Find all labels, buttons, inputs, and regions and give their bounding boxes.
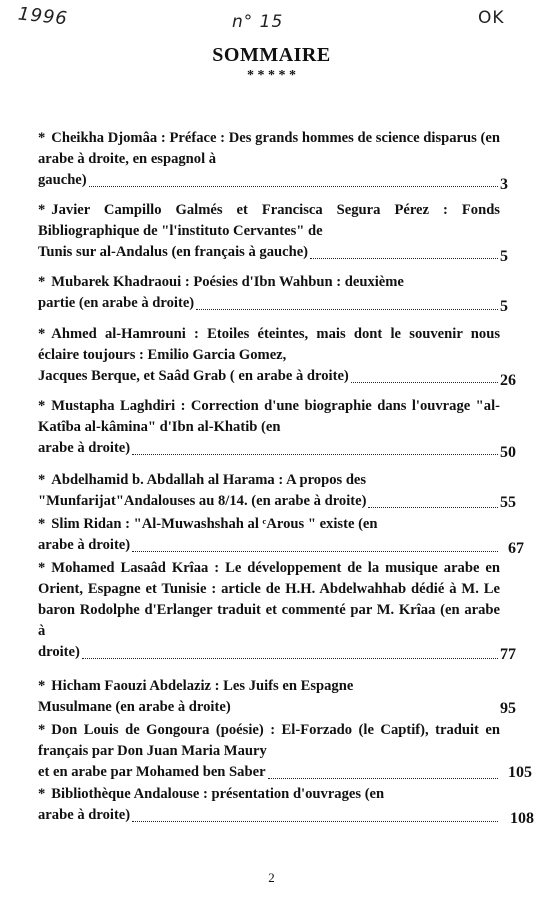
toc-entry: * Javier Campillo Galmés et Francisca Segura Pérez : Fonds Bibliographique de "l'instituto Cervantes" de Tunis sur al-Andalus (en français à gauche) 5 [38, 200, 500, 263]
toc-entry: * Abdelhamid b. Abdallah al Harama : A propos des "Munfarijat"Andalouses au 8/14. (en arabe à droite) 55 [38, 470, 500, 512]
handwritten-year: 1996 [17, 3, 69, 30]
toc-entry: * Slim Ridan : "Al-Muwashshah al ᶜArous " existe (en arabe à droite) 67 [38, 514, 500, 556]
dot-leader [89, 176, 498, 187]
toc-entry-page-number: 95 [500, 700, 516, 717]
toc-entry: * Cheikha Djomâa : Préface : Des grands hommes de science disparus (en arabe à droite, en espagnol à gauche) 3 [38, 128, 500, 191]
toc-entry-page-number: 50 [500, 444, 516, 461]
dot-leader [351, 372, 498, 383]
toc-entry-text: Slim Ridan : "Al-Muwashshah al ᶜArous " existe (en [51, 516, 378, 532]
toc-entry-last-line: Jacques Berque, et Saâd Grab ( en arabe à droite) [38, 368, 349, 384]
toc-entry-text: Mohamed Lasaâd Krîaa : Le développement de la musique arabe en Orient, Espagne et Tunisie : article de H.H. Abdelwahhab dédié à M. Le baron Rodolphe d'Erlanger traduit et commenté par M. Krîaa (en arabe à [38, 560, 500, 639]
toc-entry-text: Bibliothèque Andalouse : présentation d'ouvrages (en [51, 786, 385, 802]
toc-entry: * Hicham Faouzi Abdelaziz : Les Juifs en Espagne Musulmane (en arabe à droite) 95 [38, 676, 500, 718]
title-ornament: * * * * * [247, 68, 296, 83]
toc-entry-page-number: 67 [508, 540, 524, 557]
dot-leader [132, 444, 498, 455]
dot-leader [132, 541, 498, 552]
toc-entry-text: Hicham Faouzi Abdelaziz : Les Juifs en Espagne [51, 678, 354, 694]
toc-entry-text: Don Louis de Gongoura (poésie) : El-Forzado (le Captif), traduit en français par Don Juan Maria Maury [38, 722, 500, 759]
dot-leader [196, 299, 498, 310]
toc-entry-text: Abdelhamid b. Abdallah al Harama : A propos des [51, 472, 367, 488]
dot-leader [268, 768, 498, 779]
page-title: SOMMAIRE [212, 44, 331, 66]
page-number: 2 [268, 870, 275, 885]
dot-leader [132, 811, 498, 822]
toc-entry-page-number: 77 [500, 646, 516, 663]
toc-entry-last-line: arabe à droite) [38, 537, 131, 553]
toc-entry-text: Mubarek Khadraoui : Poésies d'Ibn Wahbun : deuxième [51, 274, 404, 290]
toc-entry-last-line: Musulmane (en arabe à droite) [38, 699, 231, 715]
toc-entry-last-line: partie (en arabe à droite) [38, 295, 195, 311]
dot-leader [368, 497, 498, 508]
toc-entry-last-line: "Munfarijat"Andalouses au 8/14. (en arabe à droite) [38, 493, 367, 509]
toc-entry-last-line: et en arabe par Mohamed ben Saber [38, 764, 266, 780]
handwritten-issue-number: n° 15 [232, 12, 284, 32]
toc-entry-last-line: droite) [38, 644, 80, 660]
toc-entry: * Mohamed Lasaâd Krîaa : Le développement de la musique arabe en Orient, Espagne et Tunisie : article de H.H. Abdelwahhab dédié à M. Le baron Rodolphe d'Erlanger traduit et commenté par M. Krîaa (en arabe à droite) 77 [38, 558, 500, 663]
dot-leader [82, 648, 498, 659]
toc-entry-page-number: 3 [500, 176, 508, 193]
toc-entry-last-line: gauche) [38, 172, 87, 188]
toc-entry-page-number: 105 [508, 764, 532, 781]
toc-entry-last-line: Tunis sur al-Andalus (en français à gauche) [38, 244, 309, 260]
toc-entry-text: Ahmed al-Hamrouni : Etoiles éteintes, mais dont le souvenir nous éclaire toujours : Emilio Garcia Gomez, [38, 326, 500, 363]
toc-entry: * Mubarek Khadraoui : Poésies d'Ibn Wahbun : deuxième partie (en arabe à droite) 5 [38, 272, 500, 314]
toc-entry-text: Mustapha Laghdiri : Correction d'une biographie dans l'ouvrage "al-Katîba al-kâmina" d'Ibn al-Khatib (en [38, 398, 500, 435]
toc-entry-last-line: arabe à droite) [38, 440, 131, 456]
toc-entry-text: Javier Campillo Galmés et Francisca Segura Pérez : Fonds Bibliographique de "l'instituto Cervantes" de [38, 202, 500, 239]
toc-entry-page-number: 55 [500, 494, 516, 511]
toc-entry-page-number: 5 [500, 248, 508, 265]
toc-entry: * Bibliothèque Andalouse : présentation d'ouvrages (en arabe à droite) 108 [38, 784, 500, 826]
toc-entry-last-line: arabe à droite) [38, 807, 131, 823]
toc-entry-text: Cheikha Djomâa : Préface : Des grands hommes de science disparus (en arabe à droite, en espagnol à [38, 130, 500, 167]
dot-leader [233, 703, 498, 714]
dot-leader [310, 248, 498, 259]
handwritten-ok-mark: OK [478, 8, 505, 28]
toc-entry-page-number: 26 [500, 372, 516, 389]
toc-entry-page-number: 108 [510, 810, 534, 827]
toc-entry: * Mustapha Laghdiri : Correction d'une biographie dans l'ouvrage "al-Katîba al-kâmina" d'Ibn al-Khatib (en arabe à droite) 50 [38, 396, 500, 459]
toc-entry: * Don Louis de Gongoura (poésie) : El-Forzado (le Captif), traduit en français par Don Juan Maria Maury et en arabe par Mohamed ben Saber 105 [38, 720, 500, 783]
toc-entry: * Ahmed al-Hamrouni : Etoiles éteintes, mais dont le souvenir nous éclaire toujours : Emilio Garcia Gomez, Jacques Berque, et Saâd Grab ( en arabe à droite) 26 [38, 324, 500, 387]
toc-entry-page-number: 5 [500, 298, 508, 315]
